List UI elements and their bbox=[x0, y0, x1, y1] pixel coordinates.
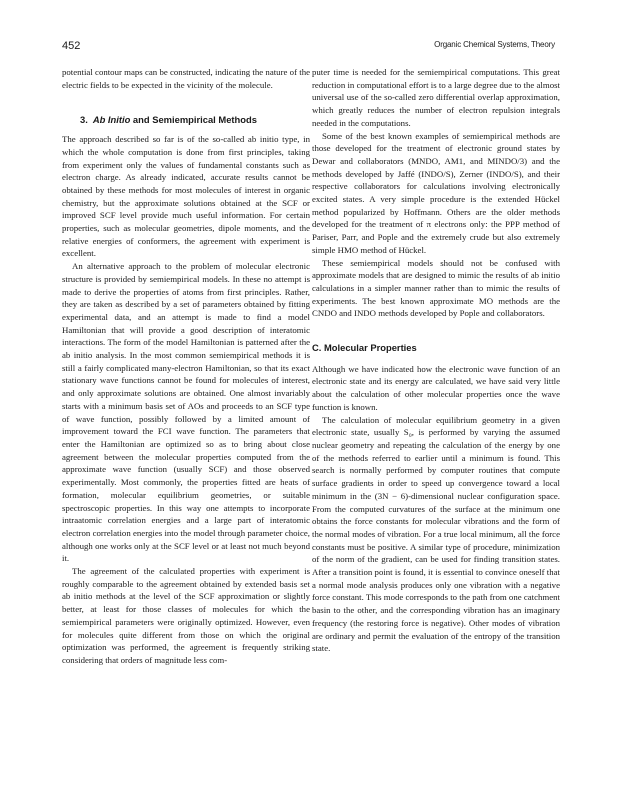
page-header bbox=[62, 40, 555, 54]
paragraph-continued: puter time is needed for the semiempirical computations. This great reduction in computational effort is to a large degree due to the almost universal use of the so-called zero differential overlap approximation, which greatly reduces the number of electron repulsion integrals needed in the computations. bbox=[312, 67, 560, 128]
running-head: Organic Chemical Systems, Theory bbox=[434, 40, 555, 49]
paragraph: An alternative approach to the problem of molecular electronic structure is provided by semiempirical models. In these no attempt is made to derive the properties of atoms from first principles. Rather, they are taken as described by a set of parameters obtained by fitting experimental data, and an attempt is made to find a model Hamiltonian that will provide a good description of interatomic interactions. The form of the model Hamiltonian is patterned after the ab initio analysis. In the most common semiempirical methods it is still a fairly complicated many-electron Hamiltonian, so that its exact stationary wave functions cannot be found for molecules of interest, and only approximate solutions are obtained. One almost invariably starts with a minimum basis set of AOs and proceeds to an SCF type of wave function, possibly followed by a limited amount of improvement toward the FCI wave function. The parameters that enter the Hamiltonian are optimized so as to bring about close agreement between the molecular properties computed from the approximate wave function (usually SCF) and those observed experimentally. Most commonly, the properties fitted are heats of formation, molecular equilibrium geometries, or suitable spectroscopic properties. In this way one attempts to incorporate intraatomic correlation energies and a large part of interatomic electron correlation energies into the model through parameter choice, although one works only at the SCF level or at least not much beyond it. bbox=[62, 261, 310, 564]
paragraph: These semiempirical models should not be confused with approximate models that are designed to mimic the results of ab initio calculations in a simpler manner rather than to mimic the results of experiments. The best known approximate MO methods are the CNDO and INDO methods developed by Pople and collaborators. bbox=[312, 257, 560, 319]
left-column bbox=[62, 66, 310, 667]
page-number: 452 bbox=[62, 40, 81, 52]
section-title-rest: and Semiempirical Methods bbox=[130, 114, 257, 126]
right-column bbox=[312, 66, 560, 655]
section-heading-ab-initio bbox=[62, 114, 310, 127]
paragraph: The approach described so far is of the so-called ab initio type, in which the whole computation is done from first principles, taking from experiment only the values of fundamental constants such as electron charge. As already indicated, accurate results cannot be obtained by these methods for most molecules of interest in organic chemistry, but the approximate solutions obtained at the SCF or improved SCF level provide much useful information. For certain properties, such as molecular geometries, dipole moments, and the relative energies of conformers, the agreement with experiment is excellent. bbox=[62, 134, 310, 259]
paragraph: Although we have indicated how the electronic wave function of an electronic state and its energy are calculated, we have said very little about the calculation of other molecular properties once the wave function is known. bbox=[312, 363, 560, 412]
section-title-italic: Ab Initio bbox=[92, 114, 131, 126]
section-number: 3. bbox=[80, 114, 88, 126]
paragraph: The calculation of molecular equilibrium geometry in a given electronic state, usually S₀, is performed by varying the assumed nuclear geometry and repeating the calculation of the energy by one of the methods referred to earlier until a minimum is found. This search is normally performed by computer routines that compute surface gradients in order to speed up convergence toward a local minimum in the (3N − 6)-dimensional nuclear configuration space. From the computed curvatures of the surface at the minimum one obtains the force constants for molecular vibrations and the form of the normal modes of vibration. For a true local minimum, all the force constants must be positive. A similar type of procedure, minimization of the norm of the gradient, can be used for finding transition states. After a transition point is found, it is essential to convince oneself that a normal mode analysis produces only one vibration with a negative force constant. This mode corresponds to the path from one catchment basin to the other, and the corresponding vibration has an imaginary frequency (the restoring force is negative). Other modes of vibration are ordinary and permit the evaluation of the entropy of the transition state. bbox=[312, 414, 560, 654]
paragraph-continued: potential contour maps can be constructed, indicating the nature of the electric fields to be expected in the vicinity of the molecule. bbox=[62, 67, 310, 90]
paragraph: Some of the best known examples of semiempirical methods are those developed for the treatment of electronic ground states by Dewar and collaborators (MNDO, AM1, and MINDO/3) and the methods developed by Jaffé (INDO/S), Zerner (INDO/S), and their respective collaborators for calculations involving electronically excited states. A very simple procedure is the extended Hückel method popularized by Hoffmann. Others are the older methods developed for the treatment of π electrons only: the PPP method of Pariser, Parr, and Pople and the extremely crude but also extremely simple HMO method of Hückel. bbox=[312, 130, 560, 255]
paragraph: The agreement of the calculated properties with experiment is roughly comparable to the agreement obtained by extended basis set ab initio methods at the level of the SCF approximation or slightly better, at least for those classes of molecules for which the semiempirical parameters were originally optimized. However, even for molecules quite different from those on which the original optimization was performed, the agreement is frequently striking considering that orders of magnitude less com- bbox=[62, 566, 310, 665]
section-heading-molecular-properties: C. Molecular Properties bbox=[312, 342, 417, 354]
